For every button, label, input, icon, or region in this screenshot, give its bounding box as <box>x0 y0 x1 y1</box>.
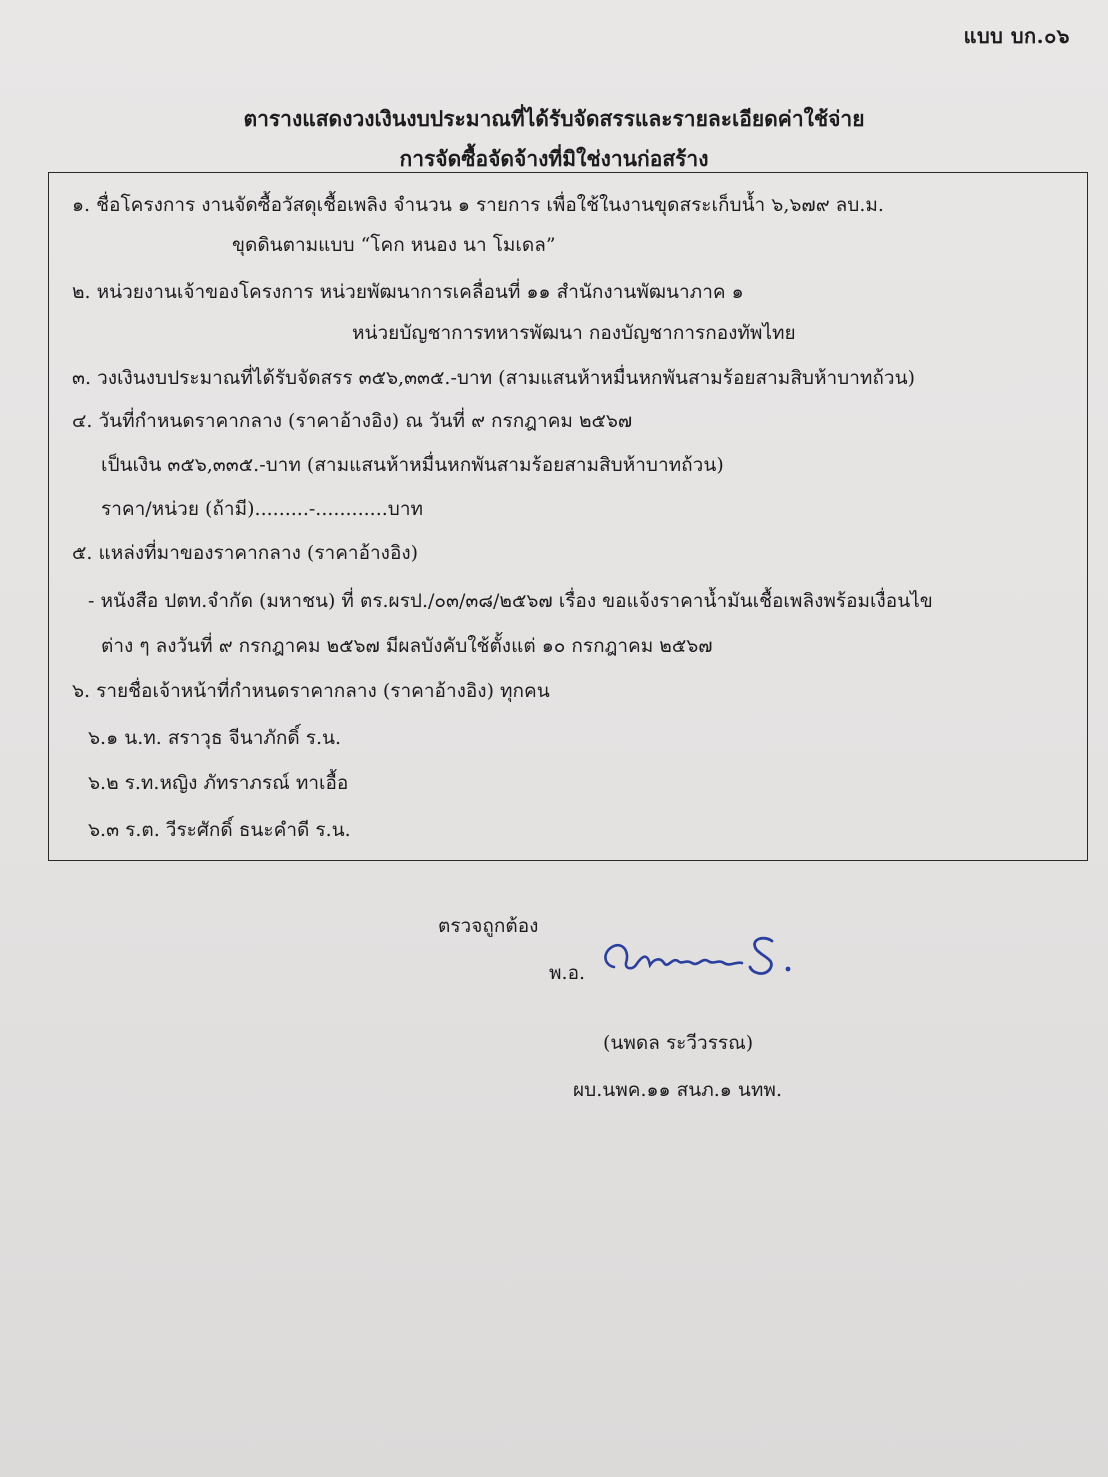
signer-rank: พ.อ. <box>549 962 586 984</box>
document-title-line1: ตารางแสดงวงเงินงบประมาณที่ได้รับจัดสรรและรายละเอียดค่าใช้จ่าย <box>243 106 865 131</box>
item-owner-unit: ๒. หน่วยงานเจ้าของโครงการ หน่วยพัฒนาการเคลื่อนที่ ๑๑ สำนักงานพัฒนาภาค ๑ <box>72 281 744 303</box>
item-owner-unit-cont: หน่วยบัญชาการทหารพัฒนา กองบัญชาการกองทัพไทย <box>352 322 796 344</box>
officer-2: ๖.๒ ร.ท.หญิง ภัทราภรณ์ ทาเอื้อ <box>88 772 349 794</box>
item-unit-price: ราคา/หน่วย (ถ้ามี).........-............บาท <box>101 498 424 520</box>
document-title-line2: การจัดซื้อจัดจ้างที่มิใช่งานก่อสร้าง <box>399 146 709 171</box>
item-budget: ๓. วงเงินงบประมาณที่ได้รับจัดสรร ๓๕๖,๓๓๕.-บาท (สามแสนห้าหมื่นหกพันสามร้อยสามสิบห้าบาทถ้วน) <box>72 367 915 389</box>
item-project-name: ๑. ชื่อโครงการ งานจัดซื้อวัสดุเชื้อเพลิง จำนวน ๑ รายการ เพื่อใช้ในงานขุดสระเก็บน้ำ ๖,๖๗๙ ลบ.ม. <box>72 194 884 216</box>
officer-1: ๖.๑ น.ท. สราวุธ จีนาภักดิ์ ร.น. <box>88 727 342 749</box>
item-ref-date: ๔. วันที่กำหนดราคากลาง (ราคาอ้างอิง) ณ วันที่ ๙ กรกฎาคม ๒๕๖๗ <box>72 410 633 432</box>
handwritten-signature <box>596 925 806 985</box>
item-project-name-cont: ขุดดินตามแบบ “โคก หนอง นา โมเดล” <box>232 234 556 256</box>
signer-position: ผบ.นพค.๑๑ สนภ.๑ นทพ. <box>573 1079 782 1101</box>
form-code: แบบ บก.๐๖ <box>963 24 1070 48</box>
signer-name: (นพดล ระวีวรรณ) <box>603 1032 754 1054</box>
item-source-title: ๕. แหล่งที่มาของราคากลาง (ราคาอ้างอิง) <box>72 542 419 564</box>
officer-3: ๖.๓ ร.ต. วีระศักดิ์ ธนะคำดี ร.น. <box>88 819 351 841</box>
certified-label: ตรวจถูกต้อง <box>438 915 539 937</box>
item-source-line1: - หนังสือ ปตท.จำกัด (มหาชน) ที่ ตร.ผรป./๐๓/๓๘/๒๕๖๗ เรื่อง ขอแจ้งราคาน้ำมันเชื้อเพลิงพร้อมเงื่อนไข <box>88 590 933 612</box>
item-source-line2: ต่าง ๆ ลงวันที่ ๙ กรกฎาคม ๒๕๖๗ มีผลบังคับใช้ตั้งแต่ ๑๐ กรกฎาคม ๒๕๖๗ <box>101 635 713 657</box>
item-ref-amount: เป็นเงิน ๓๕๖,๓๓๕.-บาท (สามแสนห้าหมื่นหกพันสามร้อยสามสิบห้าบาทถ้วน) <box>101 454 724 476</box>
item-officers-title: ๖. รายชื่อเจ้าหน้าที่กำหนดราคากลาง (ราคาอ้างอิง) ทุกคน <box>72 680 550 702</box>
